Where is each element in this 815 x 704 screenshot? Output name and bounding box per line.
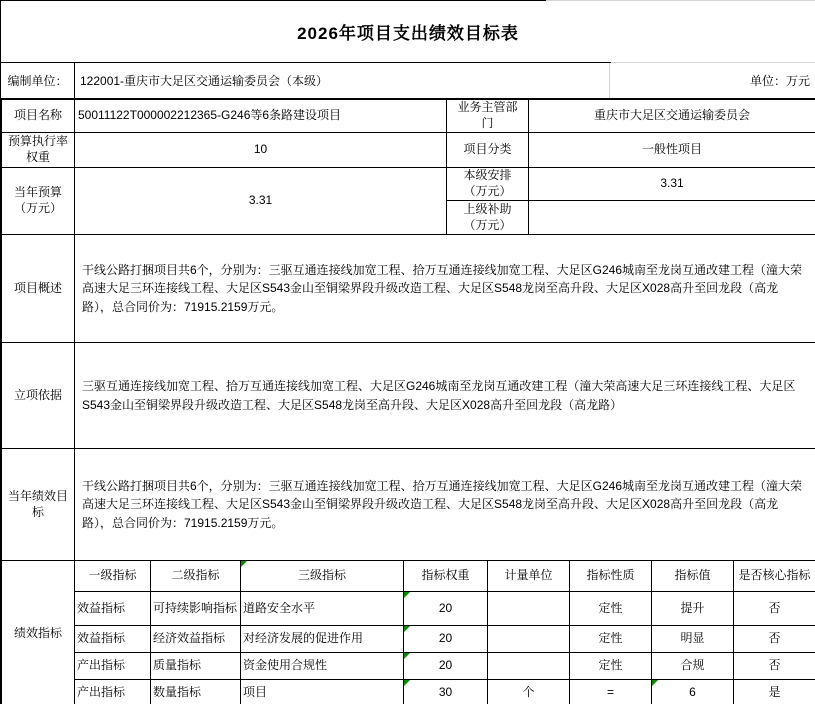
project-name-label: 项目名称 — [2, 100, 75, 133]
indicator-cell — [488, 592, 570, 626]
indicator-cell: 经济效益指标 — [151, 626, 241, 653]
indicator-cell: 对经济发展的促进作用 — [241, 626, 404, 653]
col-header-weight: 指标权重 — [404, 561, 488, 592]
budget-value: 3.31 — [75, 168, 447, 234]
row-gridline — [611, 62, 815, 63]
indicator-cell: 定性 — [570, 653, 652, 680]
indicator-cell — [404, 680, 488, 704]
indicator-value: 6 — [689, 685, 696, 700]
local-budget-value: 3.31 — [529, 168, 815, 201]
page-title: 2026年项目支出绩效目标表 — [297, 23, 519, 43]
goal-paragraph: 干线公路打捆项目共6个，分别为：三驱互通连接线加宽工程、拾万互通连接线加宽工程、大足区G246城南至龙岗互通改建工程（潼大荣高速大足三环连接线工程、大足区S543金山至铜梁界段升级改造工程、大足区S548龙岗至高升段、大足区X028高升至回龙段（高龙路），总合同价为：71915.2159万元。 — [82, 478, 803, 530]
excel-note-icon — [241, 561, 247, 567]
basic-info-section — [2, 100, 815, 234]
overview-label: 项目概述 — [2, 235, 75, 342]
indicator-cell: 个 — [488, 680, 570, 704]
col-header-level3-text: 三级指标 — [297, 568, 346, 583]
excel-note-icon — [652, 680, 658, 686]
indicator-cell: 效益指标 — [75, 626, 151, 653]
category-label: 项目分类 — [447, 133, 529, 168]
col-header-core: 是否核心指标 — [734, 561, 815, 592]
indicators-section-label: 绩效指标 — [2, 561, 75, 704]
col-header-nature: 指标性质 — [570, 561, 652, 592]
indicator-cell — [488, 626, 570, 653]
indicator-cell: 定性 — [570, 626, 652, 653]
indicator-cell: 提升 — [652, 592, 734, 626]
indicator-cell: 否 — [734, 592, 815, 626]
indicator-cell: 是 — [768, 685, 781, 700]
project-overview-section — [2, 234, 815, 342]
indicator-cell: 明显 — [652, 626, 734, 653]
basis-label: 立项依据 — [2, 343, 75, 448]
weight-value: 20 — [438, 658, 453, 673]
budget-label: 当年预算（万元） — [2, 168, 75, 234]
col-header-level1: 一级指标 — [75, 561, 151, 592]
approval-basis-section — [2, 342, 815, 448]
project-name-value: 50011122T000002212365-G246等6条路建设项目 — [75, 100, 447, 133]
indicator-cell — [404, 592, 488, 626]
indicator-cell: 数量指标 — [151, 680, 241, 704]
col-header-value: 指标值 — [652, 561, 734, 592]
basis-paragraph: 三驱互通连接线加宽工程、拾万互通连接线加宽工程、大足区G246城南至龙岗互通改建工程（潼大荣高速大足三环连接线工程、大足区S543金山至铜梁界段升级改造工程、大足区S548龙岗至高升段、大足区X028高升至回龙段（高龙路） — [82, 378, 796, 412]
title-block — [1, 0, 815, 62]
indicator-cell: 可持续影响指标 — [151, 592, 241, 626]
indicator-cell: 效益指标 — [75, 592, 151, 626]
dept-value: 重庆市大足区交通运输委员会 — [529, 100, 815, 133]
unit-note: 单位：万元 — [609, 62, 815, 98]
local-budget-label: 本级安排（万元） — [447, 168, 529, 201]
col-header-unit: 计量单位 — [488, 561, 570, 592]
weight-value: 30 — [438, 685, 453, 700]
indicator-cell — [404, 626, 488, 653]
indicator-cell: 产出指标 — [75, 680, 151, 704]
goal-text — [75, 449, 815, 560]
overview-paragraph: 干线公路打捆项目共6个，分别为：三驱互通连接线加宽工程、拾万互通连接线加宽工程、大足区G246城南至龙岗互通改建工程（潼大荣高速大足三环连接线工程、大足区S543金山至铜梁界段升级改造工程、大足区S548龙岗至高升段、大足区X028高升至回龙段（高龙路），总合同价为：71915.2159万元。 — [82, 262, 803, 314]
dept-label: 业务主管部门 — [447, 100, 529, 133]
indicator-cell: 合规 — [652, 653, 734, 680]
indicator-cell — [404, 653, 488, 680]
exec-rate-value: 10 — [75, 133, 447, 168]
indicator-cell: 质量指标 — [151, 653, 241, 680]
row-border-line — [1, 62, 611, 63]
indicator-cell: 定性 — [570, 592, 652, 626]
top-border-line — [1, 0, 546, 1]
col-header-level3 — [241, 561, 404, 592]
overview-text — [75, 235, 815, 342]
col-header-level2: 二级指标 — [151, 561, 241, 592]
indicator-cell: 项目 — [241, 680, 404, 704]
main-table — [1, 98, 815, 704]
prepared-by-value: 122001-重庆市大足区交通运输委员会（本级） — [80, 73, 329, 88]
basis-text — [75, 343, 815, 448]
indicators-section — [2, 560, 815, 704]
indicator-cell — [488, 653, 570, 680]
indicator-cell: 否 — [734, 626, 815, 653]
indicator-cell: 道路安全水平 — [241, 592, 404, 626]
annual-goal-section — [2, 448, 815, 560]
excel-note-icon — [404, 680, 410, 686]
top-gridline — [546, 0, 815, 1]
weight-value: 20 — [438, 631, 453, 646]
prepared-by-label: 编制单位： — [1, 62, 75, 98]
weight-value: 20 — [438, 600, 453, 615]
excel-note-icon — [404, 592, 410, 598]
goal-label: 当年绩效目标 — [2, 449, 75, 560]
indicator-cell: 资金使用合规性 — [241, 653, 404, 680]
excel-note-icon — [404, 626, 410, 632]
indicator-cell: 产出指标 — [75, 653, 151, 680]
indicator-cell: = — [570, 680, 652, 704]
category-value: 一般性项目 — [529, 133, 815, 168]
superior-subsidy-label: 上级补助（万元） — [447, 201, 529, 234]
prepared-by-row — [1, 62, 815, 98]
exec-rate-label: 预算执行率权重 — [2, 133, 75, 168]
indicator-cell — [652, 680, 734, 704]
indicator-cell: 否 — [734, 653, 815, 680]
superior-subsidy-value — [529, 201, 815, 234]
excel-note-icon — [404, 653, 410, 659]
